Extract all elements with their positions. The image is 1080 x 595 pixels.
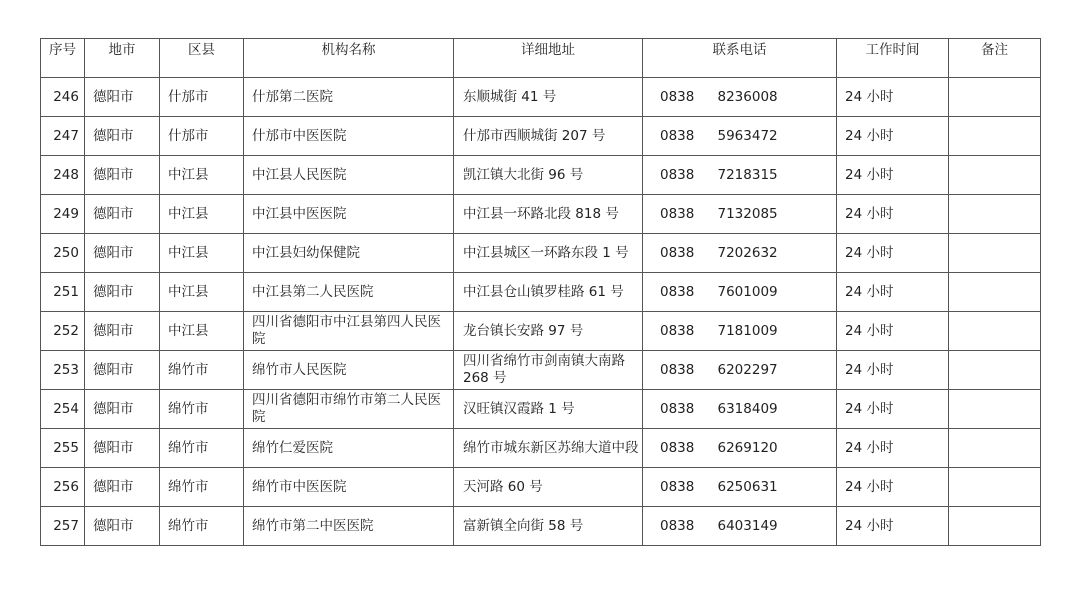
cell-phone: 7202632 [712, 234, 837, 273]
cell-address: 什邡市西顺城街 207 号 [454, 117, 643, 156]
cell-city: 德阳市 [85, 390, 160, 429]
cell-phone: 5963472 [712, 117, 837, 156]
cell-phone: 7132085 [712, 195, 837, 234]
cell-area-code: 0838 [643, 78, 712, 117]
cell-address: 东顺城街 41 号 [454, 78, 643, 117]
header-district: 区县 [160, 39, 244, 78]
cell-phone: 8236008 [712, 78, 837, 117]
header-hours: 工作时间 [837, 39, 949, 78]
cell-note [949, 117, 1041, 156]
cell-city: 德阳市 [85, 117, 160, 156]
table-row [41, 351, 1041, 390]
cell-district: 绵竹市 [160, 351, 244, 390]
cell-district: 绵竹市 [160, 507, 244, 546]
cell-seq: 254 [41, 390, 85, 429]
header-note: 备注 [949, 39, 1041, 78]
cell-note [949, 312, 1041, 351]
cell-hours: 24 小时 [837, 429, 949, 468]
cell-phone: 7218315 [712, 156, 837, 195]
cell-seq: 248 [41, 156, 85, 195]
header-seq: 序号 [41, 39, 85, 78]
cell-note [949, 390, 1041, 429]
cell-phone: 6250631 [712, 468, 837, 507]
cell-district: 绵竹市 [160, 390, 244, 429]
cell-name: 中江县中医医院 [244, 195, 454, 234]
cell-city: 德阳市 [85, 312, 160, 351]
cell-name: 中江县第二人民医院 [244, 273, 454, 312]
cell-address: 四川省绵竹市剑南镇大南路 268 号 [454, 351, 643, 390]
cell-name: 什邡市中医医院 [244, 117, 454, 156]
cell-name: 绵竹市第二中医医院 [244, 507, 454, 546]
cell-area-code: 0838 [643, 507, 712, 546]
cell-area-code: 0838 [643, 312, 712, 351]
table-body [41, 78, 1041, 546]
cell-note [949, 156, 1041, 195]
cell-phone: 6318409 [712, 390, 837, 429]
cell-address: 汉旺镇汉霞路 1 号 [454, 390, 643, 429]
cell-area-code: 0838 [643, 234, 712, 273]
cell-district: 中江县 [160, 195, 244, 234]
cell-city: 德阳市 [85, 429, 160, 468]
cell-note [949, 78, 1041, 117]
cell-area-code: 0838 [643, 273, 712, 312]
cell-address: 凯江镇大北街 96 号 [454, 156, 643, 195]
cell-name: 中江县人民医院 [244, 156, 454, 195]
cell-city: 德阳市 [85, 195, 160, 234]
cell-hours: 24 小时 [837, 117, 949, 156]
table-row [41, 117, 1041, 156]
cell-name: 绵竹市人民医院 [244, 351, 454, 390]
cell-seq: 251 [41, 273, 85, 312]
cell-address: 中江县城区一环路东段 1 号 [454, 234, 643, 273]
cell-area-code: 0838 [643, 429, 712, 468]
table-row [41, 195, 1041, 234]
cell-district: 中江县 [160, 156, 244, 195]
cell-note [949, 468, 1041, 507]
cell-note [949, 351, 1041, 390]
cell-seq: 250 [41, 234, 85, 273]
cell-address: 天河路 60 号 [454, 468, 643, 507]
cell-area-code: 0838 [643, 117, 712, 156]
cell-name: 四川省德阳市中江县第四人民医院 [244, 312, 454, 351]
cell-seq: 257 [41, 507, 85, 546]
cell-city: 德阳市 [85, 468, 160, 507]
cell-address: 中江县一环路北段 818 号 [454, 195, 643, 234]
table-row [41, 234, 1041, 273]
cell-name: 中江县妇幼保健院 [244, 234, 454, 273]
cell-district: 什邡市 [160, 117, 244, 156]
table-header-row [41, 39, 1041, 78]
cell-city: 德阳市 [85, 78, 160, 117]
cell-hours: 24 小时 [837, 468, 949, 507]
cell-seq: 256 [41, 468, 85, 507]
cell-hours: 24 小时 [837, 351, 949, 390]
cell-note [949, 234, 1041, 273]
cell-phone: 7601009 [712, 273, 837, 312]
table-row [41, 273, 1041, 312]
cell-name: 四川省德阳市绵竹市第二人民医院 [244, 390, 454, 429]
cell-district: 绵竹市 [160, 429, 244, 468]
cell-seq: 255 [41, 429, 85, 468]
cell-hours: 24 小时 [837, 273, 949, 312]
cell-note [949, 273, 1041, 312]
cell-hours: 24 小时 [837, 195, 949, 234]
cell-district: 中江县 [160, 273, 244, 312]
cell-note [949, 429, 1041, 468]
cell-address: 中江县仓山镇罗桂路 61 号 [454, 273, 643, 312]
cell-area-code: 0838 [643, 156, 712, 195]
table-row [41, 312, 1041, 351]
cell-note [949, 507, 1041, 546]
cell-city: 德阳市 [85, 351, 160, 390]
cell-city: 德阳市 [85, 156, 160, 195]
cell-hours: 24 小时 [837, 507, 949, 546]
header-address: 详细地址 [454, 39, 643, 78]
cell-seq: 249 [41, 195, 85, 234]
cell-note [949, 195, 1041, 234]
table-row [41, 507, 1041, 546]
cell-city: 德阳市 [85, 273, 160, 312]
cell-phone: 6403149 [712, 507, 837, 546]
table-row [41, 390, 1041, 429]
hospital-table [40, 38, 1041, 546]
cell-city: 德阳市 [85, 234, 160, 273]
header-name: 机构名称 [244, 39, 454, 78]
cell-district: 绵竹市 [160, 468, 244, 507]
cell-area-code: 0838 [643, 351, 712, 390]
cell-area-code: 0838 [643, 468, 712, 507]
cell-hours: 24 小时 [837, 156, 949, 195]
cell-district: 中江县 [160, 234, 244, 273]
cell-seq: 247 [41, 117, 85, 156]
cell-district: 中江县 [160, 312, 244, 351]
cell-phone: 7181009 [712, 312, 837, 351]
cell-name: 绵竹仁爱医院 [244, 429, 454, 468]
cell-area-code: 0838 [643, 195, 712, 234]
cell-hours: 24 小时 [837, 78, 949, 117]
cell-area-code: 0838 [643, 390, 712, 429]
table-row [41, 156, 1041, 195]
table-row [41, 429, 1041, 468]
header-phone: 联系电话 [643, 39, 837, 78]
cell-address: 龙台镇长安路 97 号 [454, 312, 643, 351]
cell-city: 德阳市 [85, 507, 160, 546]
table-row [41, 78, 1041, 117]
cell-hours: 24 小时 [837, 390, 949, 429]
cell-phone: 6269120 [712, 429, 837, 468]
cell-seq: 253 [41, 351, 85, 390]
cell-name: 什邡第二医院 [244, 78, 454, 117]
cell-phone: 6202297 [712, 351, 837, 390]
cell-seq: 246 [41, 78, 85, 117]
table-row [41, 468, 1041, 507]
cell-name: 绵竹市中医医院 [244, 468, 454, 507]
cell-district: 什邡市 [160, 78, 244, 117]
cell-hours: 24 小时 [837, 312, 949, 351]
cell-address: 绵竹市城东新区苏绵大道中段 [454, 429, 643, 468]
cell-seq: 252 [41, 312, 85, 351]
header-city: 地市 [85, 39, 160, 78]
cell-hours: 24 小时 [837, 234, 949, 273]
cell-address: 富新镇全向街 58 号 [454, 507, 643, 546]
